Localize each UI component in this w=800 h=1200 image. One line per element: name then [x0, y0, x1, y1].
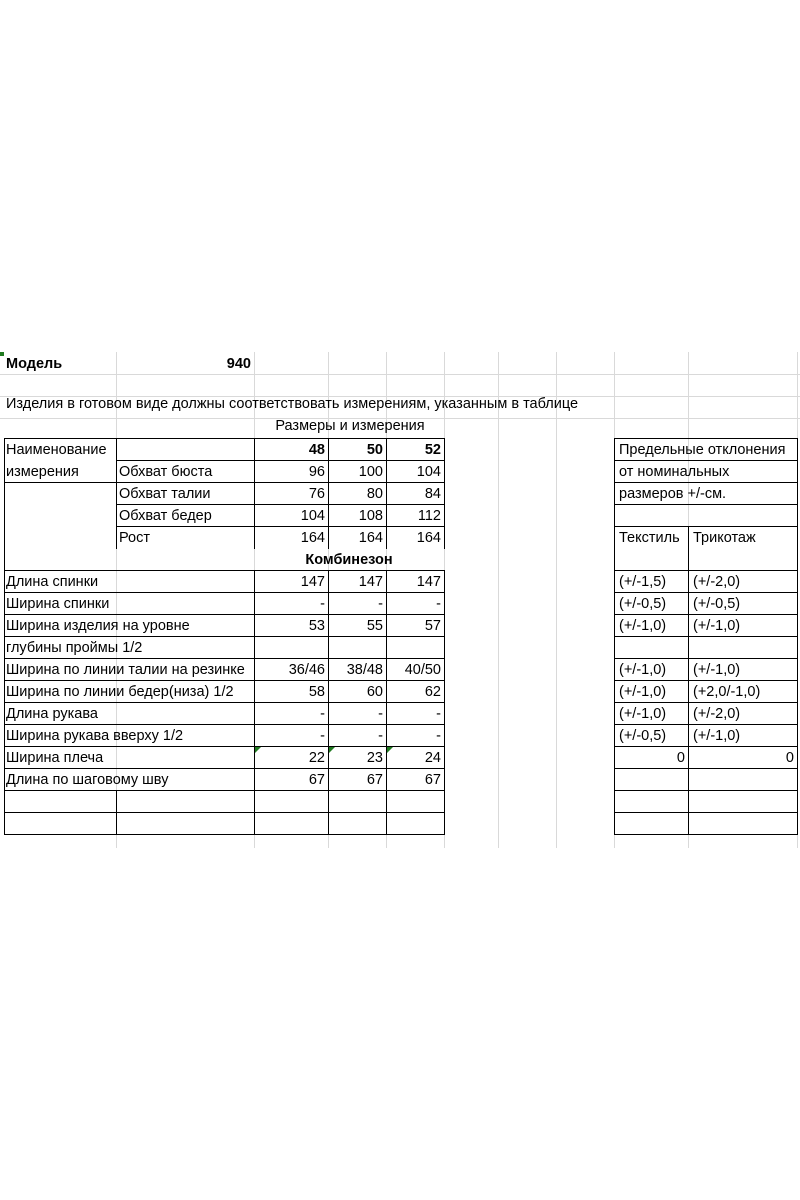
sizes-title[interactable]: Размеры и измерения	[275, 418, 425, 434]
product-value[interactable]: 40/50	[404, 662, 441, 678]
product-value[interactable]: 147	[300, 574, 325, 590]
v-border	[386, 438, 387, 549]
measure-value[interactable]: 108	[358, 508, 383, 524]
tolerance-textile[interactable]: (+/-1,5)	[619, 574, 667, 590]
product-value[interactable]: 67	[308, 772, 325, 788]
h-border	[4, 680, 445, 681]
tolerance-knit[interactable]: (+/-2,0)	[693, 574, 741, 590]
measure-value[interactable]: 84	[424, 486, 441, 502]
v-border	[614, 438, 615, 835]
model-number[interactable]: 940	[226, 356, 251, 372]
tolerance-knit[interactable]: 0	[785, 750, 794, 766]
model-label[interactable]: Модель	[6, 356, 63, 372]
tolerance-line2[interactable]: от номинальных	[619, 464, 730, 480]
h-border	[614, 834, 798, 835]
product-value[interactable]: 57	[424, 618, 441, 634]
product-value[interactable]: 24	[424, 750, 441, 766]
v-border	[254, 438, 255, 549]
product-row-label[interactable]: глубины проймы 1/2	[6, 640, 143, 656]
measure-value[interactable]: 112	[417, 508, 441, 524]
measure-value[interactable]: 104	[416, 464, 441, 480]
number-as-text-indicator	[255, 747, 261, 753]
h-border	[614, 790, 798, 791]
product-value[interactable]: 60	[366, 684, 383, 700]
product-value[interactable]: -	[378, 728, 383, 744]
v-border	[444, 438, 445, 549]
tolerance-line1[interactable]: Предельные отклонения	[619, 442, 786, 458]
h-border	[4, 636, 445, 637]
product-row-label[interactable]: Ширина по линии талии на резинке	[6, 662, 245, 678]
h-border	[4, 658, 445, 659]
h-border	[116, 460, 445, 461]
h-border	[614, 614, 798, 615]
product-value[interactable]: -	[436, 728, 441, 744]
spreadsheet	[0, 352, 800, 848]
product-row-label[interactable]: Ширина спинки	[6, 596, 110, 612]
measure-row-label[interactable]: Обхват бюста	[119, 464, 213, 480]
measure-value[interactable]: 80	[366, 486, 383, 502]
product-title[interactable]: Комбинезон	[305, 552, 393, 568]
tolerance-textile[interactable]: 0	[676, 750, 685, 766]
h-border	[116, 526, 445, 527]
h-border	[614, 658, 798, 659]
product-value[interactable]: 147	[358, 574, 383, 590]
product-value[interactable]: -	[378, 706, 383, 722]
tolerance-textile-header[interactable]: Текстиль	[619, 530, 680, 546]
size-52[interactable]: 52	[424, 442, 441, 458]
measure-value[interactable]: 164	[358, 530, 383, 546]
tolerance-knit[interactable]: (+/-0,5)	[693, 596, 741, 612]
number-as-text-indicator	[329, 747, 335, 753]
product-value[interactable]: -	[320, 596, 325, 612]
h-border	[614, 702, 798, 703]
tolerance-textile[interactable]: (+/-0,5)	[619, 728, 667, 744]
v-border	[4, 438, 5, 835]
product-value[interactable]: -	[436, 596, 441, 612]
product-value[interactable]: -	[320, 728, 325, 744]
h-border	[4, 834, 445, 835]
h-border	[614, 526, 798, 527]
product-value[interactable]: 22	[308, 750, 325, 766]
product-row-label[interactable]: Ширина рукава вверху 1/2	[6, 728, 184, 744]
name-header-line2[interactable]: измерения	[6, 464, 79, 480]
h-border	[614, 592, 798, 593]
product-value[interactable]: 23	[366, 750, 383, 766]
product-value[interactable]: 36/46	[288, 662, 325, 678]
name-header-line1[interactable]: Наименование	[6, 442, 107, 458]
h-border	[4, 746, 445, 747]
product-row-label[interactable]: Длина по шаговому шву	[6, 772, 169, 788]
requirements-note[interactable]: Изделия в готовом виде должны соответствовать измерениям, указанным в таблице	[6, 396, 579, 412]
tolerance-knit[interactable]: (+/-1,0)	[693, 728, 741, 744]
product-row-label[interactable]: Ширина плеча	[6, 750, 104, 766]
size-48[interactable]: 48	[308, 442, 325, 458]
product-value[interactable]: -	[320, 706, 325, 722]
tolerance-knit[interactable]: (+/-1,0)	[693, 662, 741, 678]
v-border	[116, 790, 117, 835]
product-value[interactable]: 58	[308, 684, 325, 700]
h-border	[614, 812, 798, 813]
product-value[interactable]: 53	[308, 618, 325, 634]
size-50[interactable]: 50	[366, 442, 383, 458]
measure-value[interactable]: 164	[416, 530, 441, 546]
h-border	[614, 570, 798, 571]
measure-value[interactable]: 76	[308, 486, 325, 502]
v-border	[328, 570, 329, 835]
product-value[interactable]: 55	[366, 618, 383, 634]
measure-value[interactable]: 100	[358, 464, 383, 480]
product-value[interactable]: 62	[424, 684, 441, 700]
tolerance-textile[interactable]: (+/-0,5)	[619, 596, 667, 612]
product-row-label[interactable]: Ширина изделия на уровне	[6, 618, 190, 634]
h-border	[116, 504, 445, 505]
h-border	[4, 482, 117, 483]
h-border	[614, 438, 798, 439]
h-border	[4, 790, 445, 791]
product-value[interactable]: 67	[424, 772, 441, 788]
product-value[interactable]: 147	[416, 574, 441, 590]
product-value[interactable]: 67	[366, 772, 383, 788]
v-border	[688, 526, 689, 835]
tolerance-knit-header[interactable]: Трикотаж	[693, 530, 756, 546]
tolerance-textile[interactable]: (+/-1,0)	[619, 618, 667, 634]
h-border	[614, 504, 798, 505]
h-border	[4, 768, 445, 769]
h-border	[4, 702, 445, 703]
v-border	[444, 570, 445, 835]
h-border	[4, 438, 445, 439]
h-border	[614, 636, 798, 637]
product-value[interactable]: -	[436, 706, 441, 722]
h-border	[614, 768, 798, 769]
tolerance-knit[interactable]: (+/-2,0)	[693, 706, 741, 722]
measure-row-label[interactable]: Обхват талии	[119, 486, 211, 502]
h-border	[4, 812, 445, 813]
measure-value[interactable]: 164	[300, 530, 325, 546]
product-row-label[interactable]: Длина рукава	[6, 706, 98, 722]
product-row-label[interactable]: Ширина по линии бедер(низа) 1/2	[6, 684, 234, 700]
v-border	[116, 438, 117, 549]
h-border	[116, 482, 445, 483]
measure-row-label[interactable]: Рост	[119, 530, 150, 546]
v-border	[386, 570, 387, 835]
h-border	[614, 746, 798, 747]
tolerance-knit[interactable]: (+/-1,0)	[693, 618, 741, 634]
h-border	[614, 460, 798, 461]
h-border	[614, 482, 798, 483]
measure-value[interactable]: 104	[300, 508, 325, 524]
h-border	[614, 724, 798, 725]
h-border	[4, 570, 445, 571]
measure-row-label[interactable]: Обхват бедер	[119, 508, 212, 524]
h-border	[4, 724, 445, 725]
tolerance-textile[interactable]: (+/-1,0)	[619, 706, 667, 722]
h-border	[4, 614, 445, 615]
v-border	[254, 570, 255, 835]
product-value[interactable]: 38/48	[346, 662, 383, 678]
number-as-text-indicator	[387, 747, 393, 753]
product-row-label[interactable]: Длина спинки	[6, 574, 99, 590]
h-border	[614, 680, 798, 681]
v-border	[328, 438, 329, 549]
measure-value[interactable]: 96	[308, 464, 325, 480]
product-value[interactable]: -	[378, 596, 383, 612]
tolerance-textile[interactable]: (+/-1,0)	[619, 662, 667, 678]
h-border	[4, 592, 445, 593]
tolerance-textile[interactable]: (+/-1,0)	[619, 684, 667, 700]
v-border	[797, 438, 798, 835]
tolerance-knit[interactable]: (+2,0/-1,0)	[693, 684, 761, 700]
tolerance-line3[interactable]: размеров +/-см.	[619, 486, 727, 502]
